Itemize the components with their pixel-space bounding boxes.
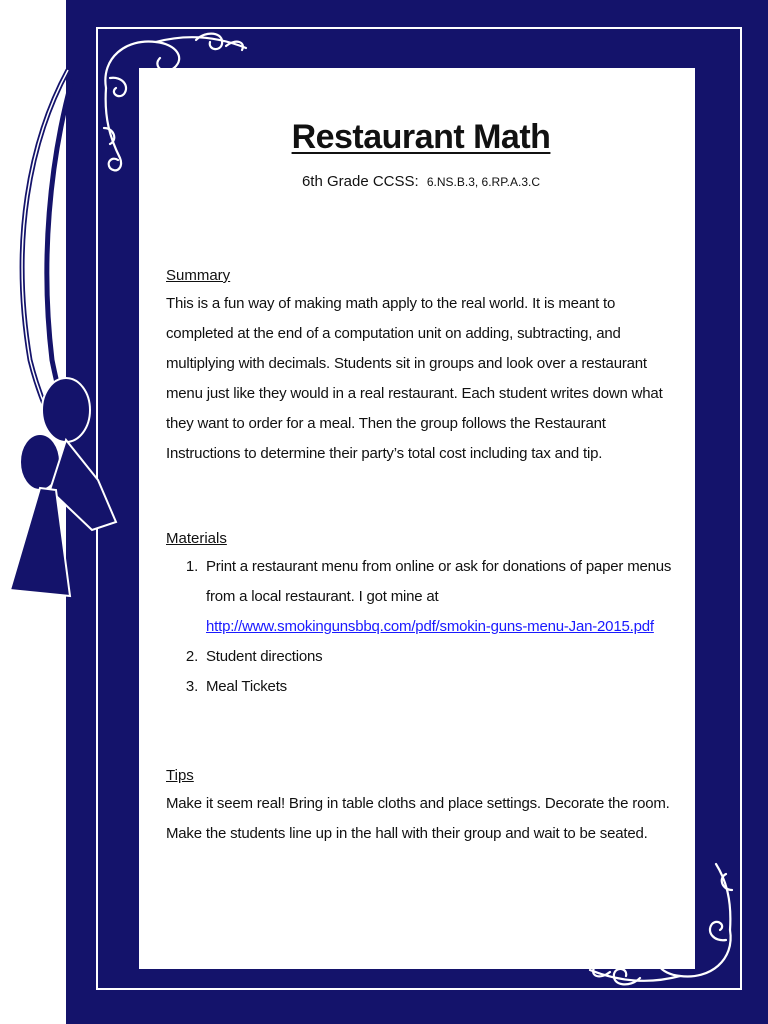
material-item-text: Print a restaurant menu from online or ask for donations of paper menus from a local restaurant. I got mine at [206,558,672,605]
standards-codes: 6.NS.B.3, 6.RP.A.3.C [426,175,541,189]
summary-text: This is a fun way of making math apply to the real world. It is meant to completed at the end of a computation unit on adding, subtracting, and multiplying with decimals. Students sit in groups and look over a restaurant menu just like they would in a real restaurant. Each student writes down what they want to order for a meal. Then the group follows the Restaurant Instructions to determine their party’s total cost including tax and tip. [166,295,663,462]
menu-link[interactable]: http://www.smokingunsbbq.com/pdf/smokin-guns-menu-Jan-2015.pdf [206,618,654,635]
materials-heading: Materials [166,530,227,547]
summary-heading: Summary [166,267,231,284]
summary-section [166,263,676,469]
material-item-text: Student directions [206,648,323,665]
list-item [202,672,676,702]
materials-section [166,526,676,702]
list-item [202,552,676,642]
list-item [202,642,676,672]
tassel-decoration [0,60,140,620]
document-content [166,118,676,842]
grade-standards-line [166,173,676,190]
materials-list [166,552,676,702]
tips-text: Make it seem real! Bring in table cloths and place settings. Decorate the room. Make the students line up in the hall with their group and wait to be seated. [166,795,670,842]
tips-section [166,763,676,849]
grade-label: 6th Grade CCSS: [301,173,419,190]
page-title: Restaurant Math [291,118,551,156]
tips-heading: Tips [166,767,194,784]
material-item-text: Meal Tickets [206,678,287,695]
